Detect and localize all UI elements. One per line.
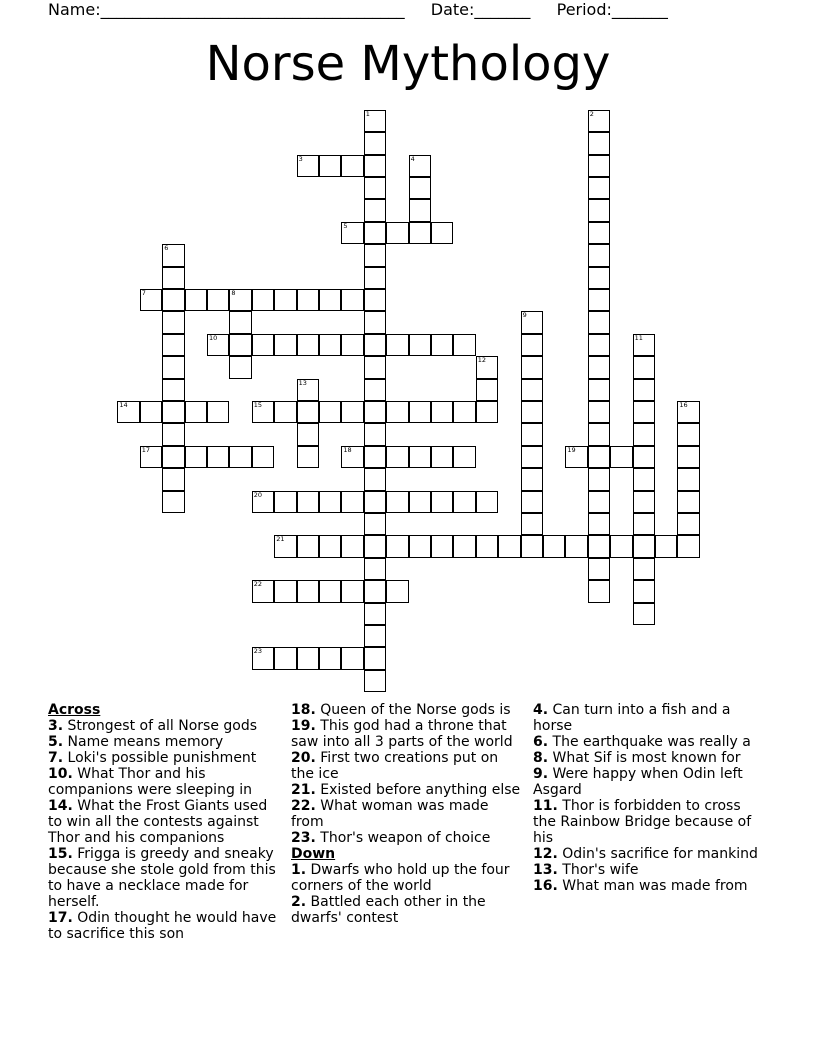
clue-down-11: 11. Thor is forbidden to cross the Rainbow Bridge because of his [533,798,752,846]
clue-number: 5 [343,221,348,230]
clue-number: 17 [141,445,151,454]
clue-down-4: 4. Can turn into a fish and a horse [533,702,731,734]
grid-cell[interactable] [677,513,699,535]
grid-cell[interactable] [409,222,431,244]
grid-cell[interactable] [431,535,453,557]
grid-cell[interactable] [162,356,184,378]
grid-cell[interactable] [453,491,475,513]
grid-cell[interactable] [633,558,655,580]
grid-cell[interactable] [364,580,386,602]
clue-across-23: 23. Thor's weapon of choice [291,830,491,846]
grid-cell[interactable] [162,446,184,468]
grid-cell[interactable] [521,513,543,535]
grid-cell-12[interactable] [476,356,498,378]
grid-cell[interactable] [588,177,610,199]
grid-cell[interactable] [588,379,610,401]
clue-across-7: 7. Loki's possible punishment [48,750,257,766]
grid-cell[interactable] [207,446,229,468]
grid-cell[interactable] [453,334,475,356]
grid-cell[interactable] [386,535,408,557]
grid-cell[interactable] [677,535,699,557]
grid-cell[interactable] [341,491,363,513]
grid-cell[interactable] [588,491,610,513]
grid-cell[interactable] [274,334,296,356]
clue-down-13: 13. Thor's wife [533,862,639,878]
clue-down-6: 6. The earthquake was really a [533,734,751,750]
clues-column-1 [48,702,284,942]
grid-cell[interactable] [319,334,341,356]
grid-cell[interactable] [521,401,543,423]
clue-across-20: 20. First two creations put on the ice [291,750,499,782]
grid-cell[interactable] [162,379,184,401]
clue-number: 1 [365,109,370,118]
clue-across-18: 18. Queen of the Norse gods is [291,702,511,718]
grid-cell[interactable] [341,401,363,423]
grid-cell[interactable] [588,446,610,468]
grid-cell[interactable] [588,199,610,221]
grid-cell[interactable] [453,446,475,468]
grid-cell[interactable] [140,401,162,423]
grid-cell-23[interactable] [252,647,274,669]
grid-cell[interactable] [498,535,520,557]
grid-cell[interactable] [364,670,386,692]
grid-cell[interactable] [319,535,341,557]
grid-cell[interactable] [588,155,610,177]
grid-cell[interactable] [364,267,386,289]
grid-cell[interactable] [633,356,655,378]
grid-cell[interactable] [633,513,655,535]
clue-down-12: 12. Odin's sacrifice for mankind [533,846,758,862]
grid-cell-7[interactable] [140,289,162,311]
grid-cell[interactable] [476,491,498,513]
clue-number: 16 [679,401,688,409]
grid-cell[interactable] [162,423,184,445]
clue-number: 23 [253,647,263,656]
grid-cell[interactable] [297,580,319,602]
grid-cell[interactable] [297,289,319,311]
grid-cell[interactable] [364,603,386,625]
grid-cell[interactable] [162,491,184,513]
grid-cell[interactable] [297,491,319,513]
name-line[interactable]: ______________________________________ [100,0,405,19]
clue-number: 13 [298,378,307,387]
clue-across-15: 15. Frigga is greedy and sneaky because she stole gold from this to have a necklace made for herself. [48,846,276,910]
clue-down-2: 2. Battled each other in the dwarfs' contest [291,894,486,926]
grid-cell[interactable] [633,446,655,468]
grid-cell[interactable] [162,267,184,289]
date-label: Date: [430,0,475,19]
grid-cell[interactable] [386,222,408,244]
grid-cell[interactable] [364,334,386,356]
grid-cell[interactable] [319,155,341,177]
grid-cell[interactable] [453,401,475,423]
clue-across-22: 22. What woman was made from [291,798,489,830]
clue-number: 19 [567,445,576,454]
grid-cell-8[interactable] [229,289,251,311]
grid-cell[interactable] [364,177,386,199]
clue-number: 12 [477,356,487,365]
grid-cell[interactable] [633,603,655,625]
grid-cell[interactable] [162,401,184,423]
grid-cell[interactable] [386,446,408,468]
clue-across-21: 21. Existed before anything else [291,782,521,798]
grid-cell-6[interactable] [162,244,184,266]
grid-cell-14[interactable] [117,401,139,423]
clue-number: 15 [253,401,263,409]
grid-cell[interactable] [319,401,341,423]
grid-cell[interactable] [229,311,251,333]
grid-cell[interactable] [409,535,431,557]
grid-cell-11[interactable] [633,334,655,356]
grid-cell[interactable] [341,535,363,557]
grid-cell[interactable] [319,491,341,513]
grid-cell[interactable] [274,580,296,602]
grid-cell[interactable] [297,423,319,445]
grid-cell[interactable] [588,558,610,580]
clue-number: 7 [141,289,146,297]
grid-cell[interactable] [252,289,274,311]
clue-number: 3 [298,154,303,163]
grid-cell[interactable] [677,491,699,513]
grid-cell[interactable] [341,334,363,356]
grid-cell[interactable] [364,244,386,266]
grid-cell[interactable] [409,334,431,356]
grid-cell[interactable] [364,401,386,423]
grid-cell[interactable] [229,356,251,378]
grid-cell[interactable] [633,535,655,557]
grid-cell-16[interactable] [677,401,699,423]
grid-cell[interactable] [364,491,386,513]
grid-cell[interactable] [386,491,408,513]
clue-number: 14 [119,401,128,409]
clue-number: 6 [164,244,169,253]
grid-cell[interactable] [476,401,498,423]
clue-down-9: 9. Were happy when Odin left Asgard [533,766,743,798]
clue-across-14: 14. What the Frost Giants used to win all the contests against Thor and his companions [48,798,268,846]
clue-down-8: 8. What Sif is most known for [533,750,741,766]
grid-cell[interactable] [633,423,655,445]
grid-cell[interactable] [364,558,386,580]
grid-cell-17[interactable] [140,446,162,468]
grid-cell[interactable] [588,222,610,244]
grid-cell[interactable] [431,222,453,244]
grid-cell-18[interactable] [341,446,363,468]
grid-cell-3[interactable] [297,155,319,177]
clue-down-16: 16. What man was made from [533,878,748,894]
grid-cell[interactable] [364,625,386,647]
clue-number: 10 [209,333,218,342]
across-heading: Across [48,702,101,718]
grid-cell[interactable] [588,356,610,378]
period-line[interactable]: _______ [611,0,668,19]
clue-number: 8 [231,289,236,297]
grid-cell[interactable] [162,468,184,490]
grid-cell[interactable] [521,379,543,401]
grid-cell[interactable] [341,155,363,177]
grid-cell[interactable] [341,647,363,669]
grid-cell[interactable] [521,334,543,356]
grid-cell[interactable] [319,647,341,669]
grid-cell[interactable] [453,535,475,557]
clue-across-5: 5. Name means memory [48,734,224,750]
grid-cell[interactable] [677,468,699,490]
grid-cell-21[interactable] [274,535,296,557]
grid-cell[interactable] [185,289,207,311]
grid-cell[interactable] [364,199,386,221]
period-label: Period: [556,0,612,19]
grid-cell[interactable] [431,446,453,468]
grid-cell-5[interactable] [341,222,363,244]
grid-cell[interactable] [364,356,386,378]
grid-cell[interactable] [565,535,587,557]
grid-cell[interactable] [521,468,543,490]
grid-cell[interactable] [633,491,655,513]
grid-cell[interactable] [521,356,543,378]
grid-cell[interactable] [588,535,610,557]
grid-cell[interactable] [341,289,363,311]
grid-cell[interactable] [521,446,543,468]
grid-cell[interactable] [588,132,610,154]
grid-cell[interactable] [409,177,431,199]
grid-cell[interactable] [364,311,386,333]
grid-cell[interactable] [364,379,386,401]
grid-cell[interactable] [677,446,699,468]
grid-cell[interactable] [297,535,319,557]
grid-cell[interactable] [386,401,408,423]
page-title: Norse Mythology [205,36,611,92]
grid-cell[interactable] [386,580,408,602]
clues-column-2 [291,702,523,926]
grid-cell[interactable] [297,401,319,423]
grid-cell[interactable] [252,334,274,356]
grid-cell[interactable] [229,446,251,468]
grid-cell[interactable] [297,334,319,356]
clue-across-3: 3. Strongest of all Norse gods [48,718,258,734]
grid-cell[interactable] [610,446,632,468]
grid-cell[interactable] [588,311,610,333]
grid-cell[interactable] [588,267,610,289]
clue-number: 4 [410,154,415,163]
grid-cell[interactable] [633,379,655,401]
grid-cell-22[interactable] [252,580,274,602]
grid-cell[interactable] [431,401,453,423]
grid-cell[interactable] [364,468,386,490]
grid-cell[interactable] [207,289,229,311]
grid-cell[interactable] [185,401,207,423]
grid-cell-1[interactable] [364,110,386,132]
grid-cell[interactable] [655,535,677,557]
grid-cell[interactable] [588,580,610,602]
clue-down-1: 1. Dwarfs who hold up the four corners of the world [291,862,510,894]
grid-cell[interactable] [588,513,610,535]
clue-across-17: 17. Odin thought he would have to sacrifice this son [48,910,277,942]
grid-cell[interactable] [409,491,431,513]
grid-cell[interactable] [409,401,431,423]
grid-cell[interactable] [588,401,610,423]
clue-number: 11 [634,333,643,342]
grid-cell[interactable] [229,334,251,356]
grid-cell[interactable] [297,446,319,468]
grid-cell[interactable] [364,132,386,154]
grid-cell[interactable] [274,491,296,513]
grid-cell[interactable] [162,334,184,356]
clue-number: 20 [253,490,263,499]
grid-cell[interactable] [162,289,184,311]
grid-cell[interactable] [341,580,363,602]
grid-cell-9[interactable] [521,311,543,333]
grid-cell[interactable] [521,535,543,557]
grid-cell[interactable] [588,468,610,490]
grid-cell[interactable] [364,446,386,468]
grid-cell[interactable] [364,289,386,311]
grid-cell[interactable] [633,580,655,602]
grid-cell[interactable] [274,289,296,311]
down-heading: Down [291,846,336,862]
grid-cell[interactable] [431,491,453,513]
grid-cell-2[interactable] [588,110,610,132]
clue-number: 21 [276,535,285,544]
grid-cell[interactable] [543,535,565,557]
date-line[interactable]: _______ [474,0,531,19]
grid-cell[interactable] [319,580,341,602]
grid-cell[interactable] [364,155,386,177]
grid-cell-19[interactable] [565,446,587,468]
grid-cell[interactable] [364,535,386,557]
grid-cell[interactable] [162,311,184,333]
grid-cell[interactable] [476,379,498,401]
grid-cell[interactable] [364,513,386,535]
grid-cell[interactable] [207,401,229,423]
grid-cell[interactable] [409,199,431,221]
grid-cell[interactable] [633,468,655,490]
grid-cell[interactable] [588,289,610,311]
grid-cell[interactable] [319,289,341,311]
grid-cell[interactable] [588,244,610,266]
grid-cell[interactable] [185,446,207,468]
grid-cell[interactable] [364,222,386,244]
grid-cell[interactable] [274,647,296,669]
clue-across-10: 10. What Thor and his companions were sleeping in [48,766,253,798]
grid-cell[interactable] [409,446,431,468]
grid-cell[interactable] [521,423,543,445]
grid-cell[interactable] [252,446,274,468]
grid-cell-10[interactable] [207,334,229,356]
grid-cell[interactable] [297,647,319,669]
grid-cell[interactable] [431,334,453,356]
grid-cell[interactable] [364,423,386,445]
grid-cell[interactable] [610,535,632,557]
grid-cell[interactable] [588,334,610,356]
grid-cell[interactable] [633,401,655,423]
grid-cell-13[interactable] [297,379,319,401]
grid-cell[interactable] [521,491,543,513]
clues-column-3 [533,702,767,894]
grid-cell-15[interactable] [252,401,274,423]
grid-cell-4[interactable] [409,155,431,177]
clue-across-19: 19. This god had a throne that saw into all 3 parts of the world [291,718,513,750]
clue-number: 18 [343,445,352,454]
grid-cell[interactable] [364,647,386,669]
grid-cell[interactable] [476,535,498,557]
grid-cell-20[interactable] [252,491,274,513]
name-label: Name: [48,0,101,19]
clue-number: 9 [522,311,527,320]
grid-cell[interactable] [677,423,699,445]
clue-number: 2 [589,109,594,118]
grid-cell[interactable] [386,334,408,356]
grid-cell[interactable] [274,401,296,423]
clue-number: 22 [253,580,263,589]
grid-cell[interactable] [588,423,610,445]
